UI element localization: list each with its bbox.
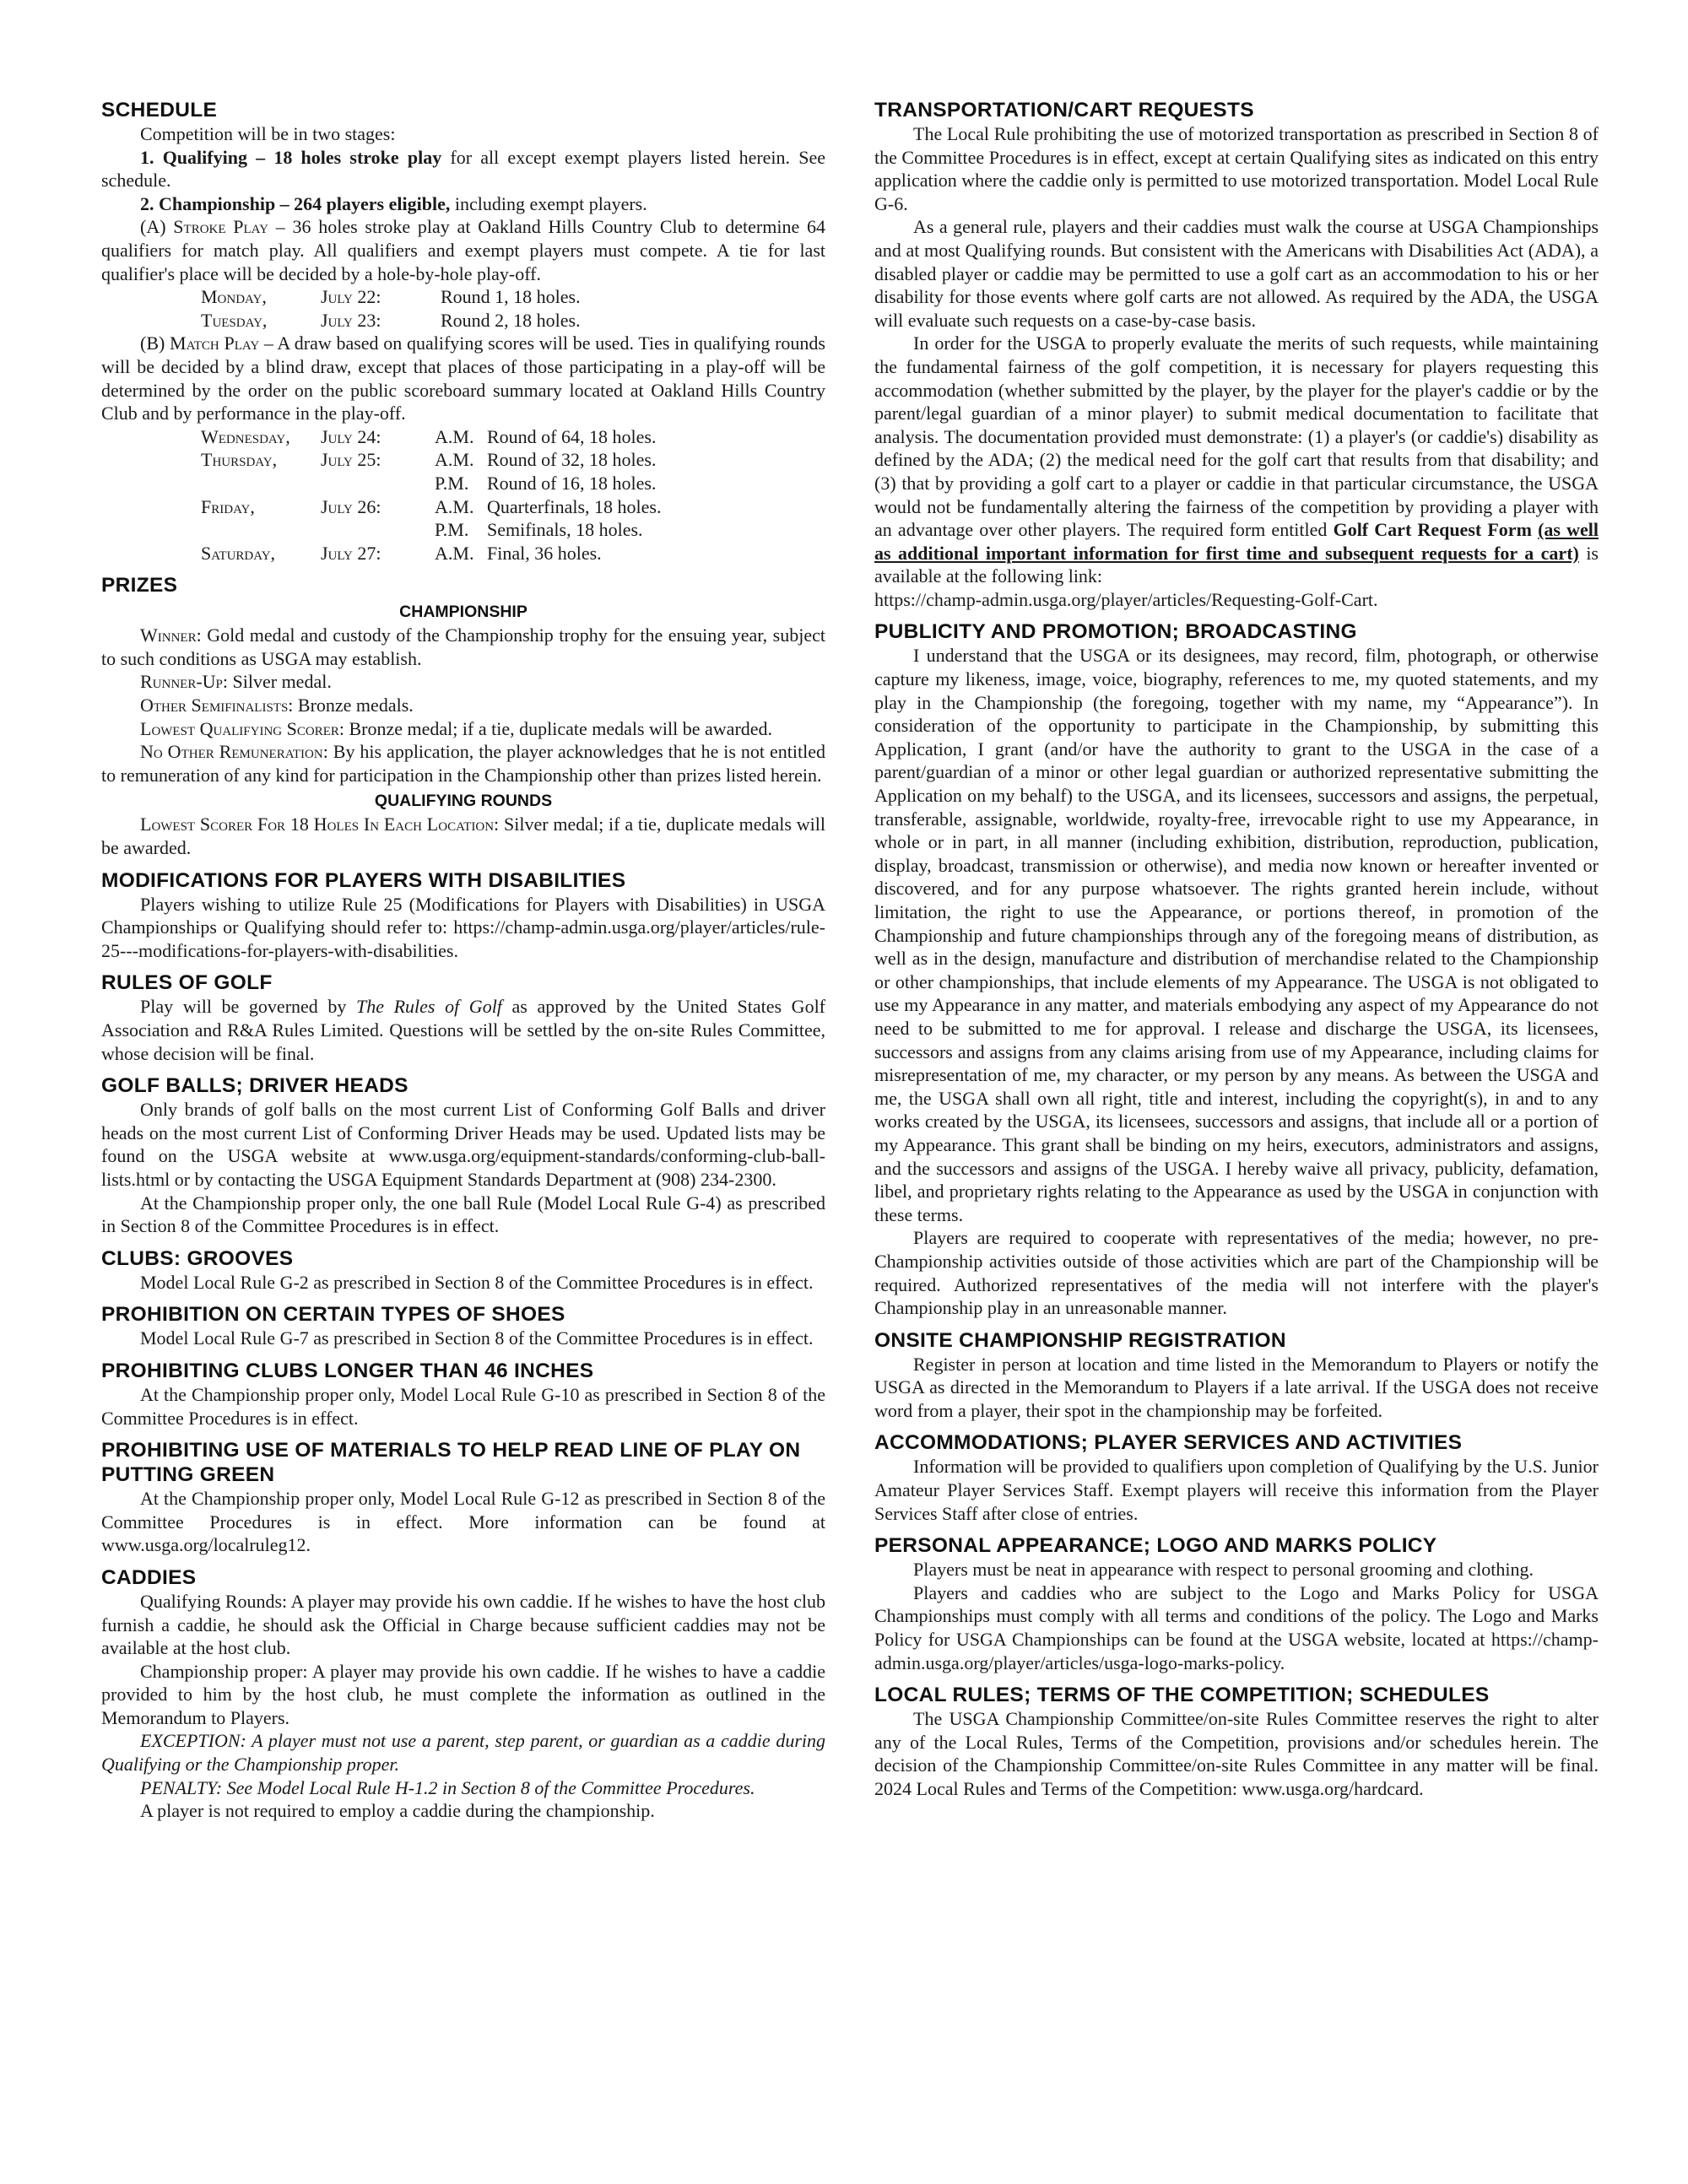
caddies-penalty: PENALTY: See Model Local Rule H-1.2 in Section 8 of the Committee Procedures. [140,1776,755,1798]
prize-label: Lowest Scorer For 18 Holes In Each Location: [140,814,500,835]
schedule-intro: Competition will be in two stages: [140,123,396,144]
prize-label: No Other Remuneration: [140,741,328,763]
appearance-section [874,1533,1599,1674]
stroke-play-label: (A) Stroke Play [140,216,268,238]
match-play-label: (B) Match Play [140,332,260,354]
materials-text: At the Championship proper only, Model Local Rule G-12 as prescribed in Section 8 of the Committee Procedures is in effect. More information can be found at www.usga.org/localruleg12. [101,1488,825,1556]
publicity-p1: I understand that the USGA or its designees, may record, film, photograph, or otherwise capture my likeness, image, voice, biography, references to me, my quoted statements, and my play in the Championship (the foregoing, together with my name, my “Appearance”). In consideration of the opportunity to participate in the Championship, by submitting this Application, I grant (and/or have the authority to grant to the USGA in the case of a parent/guardian of a minor or other legal guardian or authorized representative submitting the Application on my behalf) to the USGA, and its licensees, successors and assigns, the perpetual, transferable, assignable, worldwide, royalty-free, irrevocable right to use my Appearance, in whole or in part, in all manner (including exhibition, distribution, reproduction, publication, display, broadcast, transmission or otherwise), and media now known or hereafter invented or discovered, and for any purpose whatsoever. The rights granted herein include, without limitation, the right to use the Appearance, or portions thereof, in promotion of the Championship and future championships through any of the foregoing means of distribution, as well as in the design, manufacture and distribution of merchandise related to the Championship or other championships, that include elements of my Appearance. The USGA is not obligated to use my Appearance in any matter, and materials embodying any aspect of my Appearance do not need to be submitted to me for approval. I release and discharge the USGA, its licensees, successors and assigns from any claims arising from use of my Appearance, including claims for misrepresentation of me, my character, or my person by any means. As between the USGA and me, the USGA shall own all right, title and interest, including the copyright(s), in and to any works created by the USGA, its licensees, successors and assigns, that include all or a portion of my Appearance. This grant shall be binding on my heirs, executors, administrators and assigns, and the successors and assigns of the USGA. I hereby waive all privacy, publicity, defamation, libel, and proprietary rights relating to the Appearance as used by the USGA in conjunction with these terms. [874,645,1599,1225]
publicity-section [874,619,1599,1319]
prize-label: Lowest Qualifying Scorer: [140,717,344,739]
schedule-day [201,472,321,495]
schedule-day: Thursday, [201,449,278,471]
schedule-section [101,98,825,565]
schedule-event: Final, 36 holes. [487,542,602,564]
registration-text: Register in person at location and time listed in the Memorandum to Players or notify the USGA as directed in the Memorandum to Players if a late arrival. If the USGA does not receive word from a player, their spot in the championship may be forfeited. [874,1353,1599,1421]
schedule-day: Wednesday, [201,425,290,447]
modifications-section [101,868,825,963]
schedule-item-1 [101,146,825,192]
schedule-row [201,518,662,542]
transport-p2: As a general rule, players and their caddies must walk the course at USGA Championships and at most Qualifying rounds. But consistent with the Americans with Disabilities Act (ADA), a disabled player or caddie may be permitted to use a golf cart as an accommodation to his or her disability for those events where golf carts are not allowed. As required by the ADA, the USGA will evaluate such requests on a case-by-case basis. [874,216,1599,331]
schedule-event: Round of 16, 18 holes. [487,472,657,494]
schedule-row [201,472,662,495]
prize-semifinalists [101,694,825,717]
prize-text: Bronze medal; if a tie, duplicate medals will be awarded. [344,717,773,739]
accommodations-heading: ACCOMMODATIONS; PLAYER SERVICES AND ACTIVITIES [874,1431,1463,1455]
transport-p3 [874,332,1599,588]
match-play-schedule [201,425,662,565]
left-column [101,95,825,1823]
golf-cart-form-title: Golf Cart Request Form [1333,519,1539,541]
prize-label: Runner-Up: [140,671,229,693]
schedule-ampm: P.M. [435,519,469,541]
caddies-p3: A player is not required to employ a caddie during the championship. [140,1800,655,1822]
schedule-day: Friday, [201,495,255,517]
championship-subheading: CHAMPIONSHIP [399,603,528,622]
materials-section [101,1438,825,1557]
prizes-heading: PRIZES [101,574,178,597]
prize-label: Other Semifinalists: [140,695,294,716]
long-clubs-text: At the Championship proper only, Model Local Rule G-10 as prescribed in Section 8 of the Committee Procedures is in effect. [101,1383,825,1429]
publicity-heading: PUBLICITY AND PROMOTION; BROADCASTING [874,620,1357,644]
golf-cart-link[interactable]: https://champ-admin.usga.org/player/articles/Requesting-Golf-Cart. [874,588,1378,610]
stroke-play-paragraph [101,215,825,285]
caddies-exception: EXCEPTION: A player must not use a parent, step parent, or guardian as a caddie during Qualifying or the Championship proper. [101,1730,825,1776]
transport-p3-text: In order for the USGA to properly evaluate the merits of such requests, while maintaining the fundamental fairness of the golf competition, it is necessary for players requesting this accommodation (whether submitted by the player, by the player for the player's caddie or by the parent/legal guardian of a minor player) to submit medical documentation to facilitate that analysis. The documentation provided must demonstrate: (1) a player's (or caddie's) disability as defined by the ADA; (2) the medical need for the golf cart that results from that disability; and (3) that by providing a golf cart to a player or caddie in that particular circumstance, the USGA would not be fundamentally altering the fairness of the competition by providing a player with an advantage over other players. The required form entitled [874,332,1599,541]
match-play-text: – A draw based on qualifying scores will be used. Ties in qualifying rounds will be decided by a blind draw, except that places of those participating in a play-off will be determined by the order on the public scoreboard summary located at Oakland Hills Country Club and by performance in the play-off. [101,332,825,424]
schedule-day: Tuesday, [201,309,268,331]
rules-text-b: as approved by the United States Golf Association and R&A Rules Limited. Questions will be settled by the on-site Rules Committee, whose decision will be final. [101,996,826,1064]
rules-of-golf-title: The Rules of Golf [356,996,502,1018]
grooves-text: Model Local Rule G-2 as prescribed in Section 8 of the Committee Procedures is in effect. [140,1271,814,1293]
prize-text: Silver medal; if a tie, duplicate medals will be awarded. [101,814,826,859]
schedule-item-2-label: 2. Championship – 264 players eligible, [140,192,451,214]
schedule-row [201,495,662,519]
schedule-item-2-text: including exempt players. [450,192,647,214]
accommodations-text: Information will be provided to qualifiers upon completion of Qualifying by the U.S. Junior Amateur Player Services Staff. Exempt players will receive this information from the Player Services Staff after close of entries. [874,1456,1599,1524]
local-rules-text: The USGA Championship Committee/on-site Rules Committee reserves the right to alter any of the Local Rules, Terms of the Competition, provisions and/or schedules herein. The decision of the Championship Committee/on-site Rules Committee in any matter will be final. 2024 Local Rules and Terms of the Competition: www.usga.org/hardcard. [874,1708,1599,1799]
golf-balls-p1: Only brands of golf balls on the most current List of Conforming Golf Balls and driver heads on the most current List of Conforming Driver Heads may be used. Updated lists may be found on the USGA website at www.usga.org/equipment-standards/conforming-club-ball-lists.html or by contacting the USGA Equipment Standards Department at (908) 234-2300. [101,1099,825,1190]
schedule-date: July 26: [321,495,381,517]
schedule-event: Round of 64, 18 holes. [487,425,657,447]
schedule-item-1-text: for all except exempt players listed herein. See schedule. [101,146,825,192]
caddies-section [101,1565,825,1823]
local-rules-heading: LOCAL RULES; TERMS OF THE COMPETITION; SCHEDULES [874,1684,1490,1707]
transport-p3-tail: is available at the following link: [874,542,1599,587]
rules-section [101,970,825,1065]
schedule-day: Saturday, [201,542,276,564]
schedule-date: July 27: [321,542,381,564]
schedule-ampm: A.M. [435,495,474,517]
schedule-event: Round 2, 18 holes. [441,309,581,331]
schedule-date: July 25: [321,449,381,471]
local-rules-section [874,1683,1599,1800]
shoes-section [101,1302,825,1350]
prizes-section [101,573,825,859]
grooves-section [101,1246,825,1295]
schedule-event: Quarterfinals, 18 holes. [487,495,662,517]
transport-p1: The Local Rule prohibiting the use of motorized transportation as prescribed in Section 8 of the Committee Procedures is in effect, except at certain Qualifying sites as indicated on this entry application where the caddie only is permitted to use motorized transportation. Model Local Rule G-6. [874,123,1599,214]
schedule-event: Semifinals, 18 holes. [487,519,643,541]
schedule-day [201,518,321,542]
schedule-row [201,285,581,309]
modifications-heading: MODIFICATIONS FOR PLAYERS WITH DISABILITIES [101,868,626,892]
prize-runner-up [101,670,825,694]
caddies-p2: Championship proper: A player may provide his own caddie. If he wishes to have a caddie provided to him by the host club, he must complete the information as outlined in the Memorandum to Players. [101,1660,825,1728]
registration-section [874,1328,1599,1423]
prize-winner [101,624,825,670]
schedule-row [201,309,581,332]
rules-heading: RULES OF GOLF [101,971,273,995]
prize-label: Winner: [140,624,202,646]
schedule-row [201,425,662,449]
golf-balls-section [101,1073,825,1238]
schedule-date [321,518,435,542]
qualifying-rounds-subheading: QUALIFYING ROUNDS [374,792,553,811]
accommodations-section [874,1430,1599,1525]
schedule-ampm: P.M. [435,472,469,494]
long-clubs-heading: PROHIBITING CLUBS LONGER THAN 46 INCHES [101,1359,594,1382]
schedule-date: July 24: [321,425,381,447]
grooves-heading: CLUBS: GROOVES [101,1246,294,1270]
prize-text: By his application, the player acknowledges that he is not entitled to remuneration of any kind for participation in the Championship other than prizes listed herein. [101,741,825,786]
caddies-p1: Qualifying Rounds: A player may provide his own caddie. If he wishes to have the host club furnish a caddie, he should ask the Official in Charge because sufficient caddies may not be available at the host club. [101,1590,826,1659]
schedule-ampm: A.M. [435,542,474,564]
appearance-heading: PERSONAL APPEARANCE; LOGO AND MARKS POLICY [874,1534,1437,1558]
schedule-row [201,448,662,472]
schedule-ampm: A.M. [435,425,474,447]
modifications-text: Players wishing to utilize Rule 25 (Modifications for Players with Disabilities) in USGA Championships or Qualifying should refer to: https://champ-admin.usga.org/player/articles/rule-25---modifications-for-players-with-disabilities. [101,893,825,961]
schedule-heading: SCHEDULE [101,99,218,122]
prize-text: Bronze medals. [293,695,414,716]
prize-text: Silver medal. [228,671,332,693]
schedule-item-1-label: 1. Qualifying – 18 holes stroke play [140,146,442,168]
shoes-text: Model Local Rule G-7 as prescribed in Section 8 of the Committee Procedures is in effect. [140,1327,814,1349]
prize-text: Gold medal and custody of the Championship trophy for the ensuing year, subject to such conditions as USGA may establish. [101,624,825,669]
prize-lowest-18 [101,813,825,859]
materials-heading: PROHIBITING USE OF MATERIALS TO HELP READ LINE OF PLAY ON PUTTING GREEN [101,1439,801,1487]
rules-text [101,995,825,1065]
caddies-heading: CADDIES [101,1565,197,1589]
prize-lowest-qualifier [101,717,825,741]
rules-text-a: Play will be governed by [140,996,356,1018]
shoes-heading: PROHIBITION ON CERTAIN TYPES OF SHOES [101,1303,565,1327]
schedule-item-2 [101,192,825,216]
golf-balls-heading: GOLF BALLS; DRIVER HEADS [101,1074,408,1098]
schedule-date [321,472,435,495]
stroke-play-text: – 36 holes stroke play at Oakland Hills Country Club to determine 64 qualifiers for match play. All qualifiers and exempt players must compete. A tie for last qualifier's place will be decided by a hole-by-hole play-off. [101,216,825,284]
right-column [874,95,1599,1801]
schedule-event: Round 1, 18 holes. [441,286,581,308]
schedule-date: July 22: [321,286,381,308]
publicity-p2: Players are required to cooperate with representatives of the media; however, no pre-Championship activities outside of those activities which are part of the Championship will be required. Authorized representatives of the media will not interfere with the player's Championship play in an unreasonable manner. [874,1227,1599,1319]
schedule-ampm: A.M. [435,449,474,471]
appearance-p2: Players and caddies who are subject to the Logo and Marks Policy for USGA Championships must comply with all terms and conditions of the policy. The Logo and Marks Policy for USGA Championships can be found at the USGA website, located at https://champ-admin.usga.org/player/articles/usga-logo-marks-policy. [874,1581,1599,1673]
schedule-row [201,542,662,565]
schedule-date: July 23: [321,309,381,331]
stroke-play-schedule [201,285,581,332]
registration-heading: ONSITE CHAMPIONSHIP REGISTRATION [874,1328,1286,1352]
match-play-paragraph [101,332,825,424]
golf-cart-form-note: (as well as additional important information for first time and subsequent requests for a cart) [874,519,1599,564]
golf-balls-p2: At the Championship proper only, the one ball Rule (Model Local Rule G-4) as prescribed in Section 8 of the Committee Procedures is in effect. [101,1192,825,1237]
long-clubs-section [101,1359,825,1430]
schedule-event: Round of 32, 18 holes. [487,449,657,471]
schedule-day: Monday, [201,286,267,308]
prize-no-remuneration [101,740,825,787]
appearance-p1: Players must be neat in appearance with respect to personal grooming and clothing. [913,1559,1534,1581]
transport-section [874,98,1599,611]
transport-heading: TRANSPORTATION/CART REQUESTS [874,99,1254,122]
